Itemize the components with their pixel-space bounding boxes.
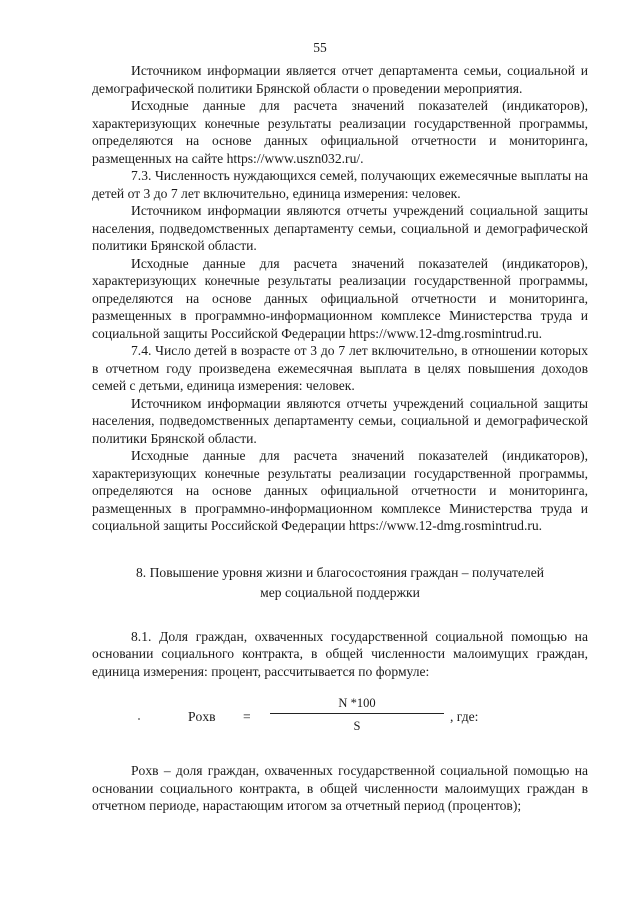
- page-number: 55: [313, 40, 327, 55]
- formula-fraction: [270, 694, 444, 735]
- section-heading-line-2: мер социальной поддержки: [260, 584, 420, 600]
- paragraph-input-data: Исходные данные для расчета значений показателей (индикаторов), характеризующих конечные результаты реализации государственной программы, определяются на основе данных официальной отчетности и мониторинга, размещенных на сайте https://www.uszn032.ru/.: [92, 98, 588, 166]
- formula-equals: =: [243, 709, 251, 724]
- paragraph-source-info: Источником информации являются отчеты учреждений социальной защиты населения, подведомственных департаменту семьи, социальной и демографической политики Брянской области.: [92, 395, 588, 446]
- paragraph-input-data: Исходные данные для расчета значений показателей (индикаторов), характеризующих конечные результаты реализации государственной программы, определяются на основе данных официальной отчетности и мониторинга, размещенных в программно-информационном комплексе Министерства труда и социальной защиты Российской Федерации https://www.12-dmg.rosmintrud.ru.: [92, 255, 588, 341]
- formula-denominator: S: [353, 719, 361, 733]
- formula-lhs: Poхв: [188, 709, 216, 724]
- formula-numerator: N *100: [338, 696, 376, 710]
- paragraph-source-info: Источником информации являются отчеты учреждений социальной защиты населения, подведомственных департаменту семьи, социальной и демографической политики Брянской области.: [92, 203, 588, 253]
- paragraph-definition: Poхв – доля граждан, охваченных государственной социальной помощью на основании социального контракта, в общей численности малоимущих граждан в отчетном периоде, нарастающим итогом за отчетный период (процентов);: [92, 763, 588, 813]
- paragraph-input-data: Исходные данные для расчета значений показателей (индикаторов), характеризующих конечные результаты реализации государственной программы, определяются на основе данных официальной отчетности и мониторинга, размещенных в программно-информационном комплексе Министерства труда и социальной защиты Российской Федерации https://www.12-dmg.rosmintrud.ru.: [92, 448, 588, 533]
- formula: [92, 694, 588, 748]
- paragraph-indicator-7-3: 7.3. Численность нуждающихся семей, получающих ежемесячные выплаты на детей от 3 до 7 лет включительно, единица измерения: человек.: [92, 168, 588, 201]
- scan-speck: [138, 718, 140, 720]
- formula-where: , где:: [450, 709, 479, 724]
- fraction-bar: [270, 713, 444, 714]
- document-body: [92, 62, 588, 815]
- paragraph-indicator-7-4: 7.4. Число детей в возрасте от 3 до 7 лет включительно, в отношении которых в отчетном году произведена ежемесячная выплата в целях повышения доходов семей с детьми, единица измерения: человек.: [92, 343, 588, 393]
- spacer: [92, 603, 588, 628]
- paragraph-indicator-8-1: 8.1. Доля граждан, охваченных государственной социальной помощью на основании социального контракта, в общей численности малоимущих граждан, единица измерения: процент, рассчитывается по формуле:: [92, 628, 588, 679]
- spacer: [92, 535, 588, 563]
- paragraph-source-info: Источником информации является отчет департамента семьи, социальной и демографической политики Брянской области о проведении мероприятия.: [92, 63, 588, 96]
- section-heading-line-1: 8. Повышение уровня жизни и благосостояния граждан – получателей: [135, 564, 545, 580]
